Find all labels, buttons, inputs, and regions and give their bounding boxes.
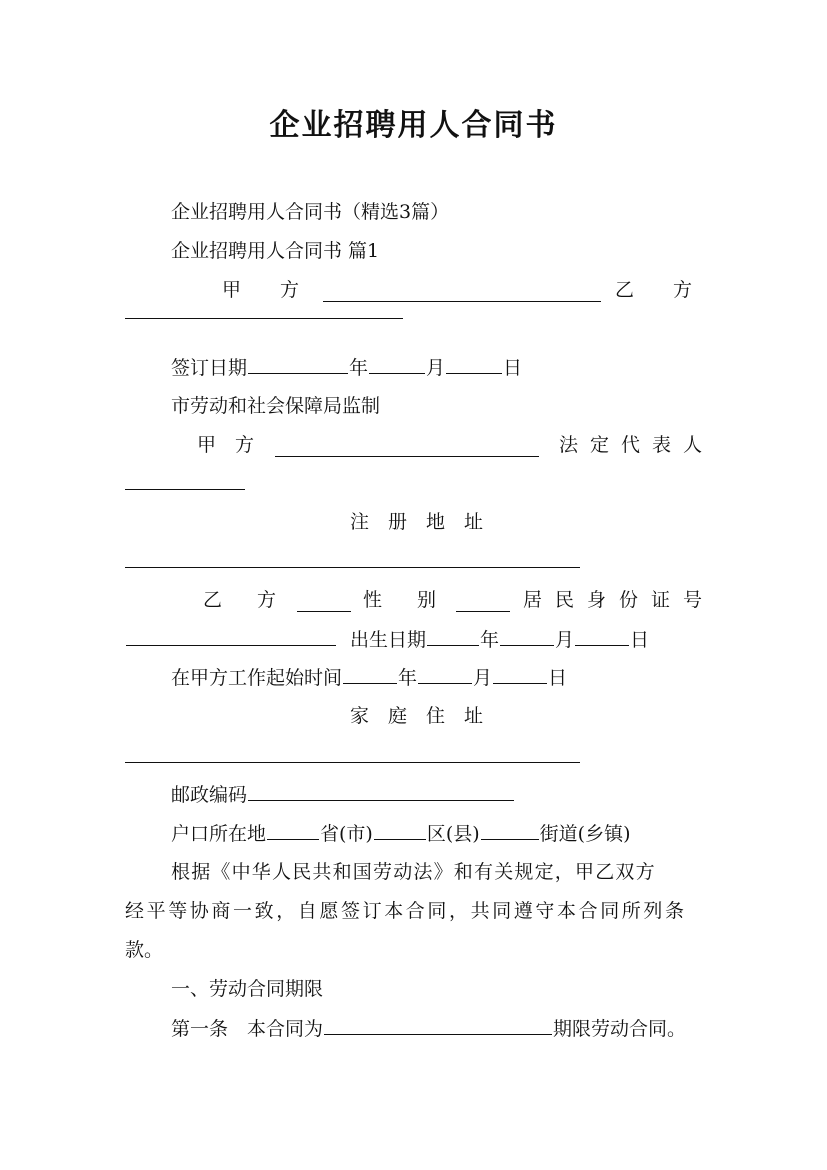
start-time-label: 在甲方工作起始时间 — [171, 667, 343, 689]
id-no-label: 居民身份证号 — [522, 589, 715, 611]
party-a-field[interactable] — [323, 283, 601, 302]
party-a-label: 甲 方 — [222, 279, 310, 301]
party-b-label-2: 乙 方 — [203, 589, 285, 611]
sign-month-field[interactable] — [369, 355, 425, 374]
paragraph-line-2: 经平等协商一致，自愿签订本合同，共同遵守本合同所列条 — [125, 900, 687, 922]
party-a-name-field[interactable] — [275, 438, 539, 457]
paragraph-line-1: 根据《中华人民共和国劳动法》和有关规定，甲乙双方 — [171, 861, 656, 883]
household-row — [171, 821, 631, 846]
birth-month-field[interactable] — [500, 627, 554, 646]
legal-rep-field[interactable] — [125, 489, 245, 490]
sign-date-label: 签订日期 — [171, 357, 248, 379]
postcode-field[interactable] — [248, 782, 514, 801]
paragraph-line-3: 款。 — [125, 939, 164, 961]
start-year-label: 年 — [398, 667, 418, 689]
start-day-field[interactable] — [493, 665, 547, 684]
gender-label: 性 别 — [362, 589, 444, 611]
postcode-row — [171, 782, 515, 807]
province-label: 省(市) — [320, 823, 373, 845]
district-label: 区(县) — [426, 823, 480, 845]
party-b-label: 乙 方 — [614, 279, 702, 301]
home-address-field[interactable] — [125, 762, 580, 763]
year-label: 年 — [349, 357, 369, 379]
start-time-row — [171, 665, 567, 690]
section-heading: 一、劳动合同期限 — [171, 978, 324, 1000]
sign-day-field[interactable] — [446, 355, 502, 374]
birth-day-label: 日 — [630, 629, 650, 651]
street-field[interactable] — [481, 821, 539, 840]
birth-label: 出生日期 — [350, 629, 427, 651]
sign-year-field[interactable] — [248, 355, 348, 374]
birth-day-field[interactable] — [575, 627, 629, 646]
sign-date-row — [171, 355, 522, 380]
parties-row — [222, 278, 702, 302]
party-a-label-2: 甲 方 — [197, 434, 255, 456]
legal-rep-label: 法定代表人 — [558, 434, 714, 456]
start-month-field[interactable] — [418, 665, 472, 684]
article-1-prefix: 第一条 本合同为 — [171, 1018, 324, 1040]
home-address-label: 家 庭 住 址 — [350, 705, 484, 727]
reg-address-field[interactable] — [125, 567, 580, 568]
start-month-label: 月 — [473, 667, 493, 689]
street-label: 街道(乡镇) — [539, 823, 631, 845]
birth-year-label: 年 — [480, 629, 500, 651]
document-title: 企业招聘用人合同书 — [269, 108, 558, 143]
birth-year-field[interactable] — [427, 627, 479, 646]
contract-term-field[interactable] — [324, 1016, 552, 1035]
part-heading: 企业招聘用人合同书 篇1 — [171, 240, 380, 262]
day-label: 日 — [503, 357, 523, 379]
postcode-label: 邮政编码 — [171, 784, 248, 806]
article-1-suffix: 期限劳动合同。 — [553, 1018, 687, 1040]
start-year-field[interactable] — [343, 665, 397, 684]
birth-month-label: 月 — [555, 629, 575, 651]
id-no-field[interactable] — [126, 627, 336, 646]
province-field[interactable] — [267, 821, 319, 840]
month-label: 月 — [426, 357, 446, 379]
reg-address-row — [350, 510, 702, 534]
birth-row — [125, 627, 649, 652]
party-b-info-row — [203, 588, 715, 612]
party-b-field[interactable] — [125, 318, 403, 319]
gender-field[interactable] — [456, 593, 510, 612]
article-1-row — [171, 1016, 686, 1041]
reg-address-label: 注 册 地 址 — [350, 511, 484, 533]
home-address-row — [350, 704, 702, 728]
subtitle: 企业招聘用人合同书（精选3篇） — [171, 201, 450, 223]
supervisor-line: 市劳动和社会保障局监制 — [171, 395, 381, 417]
legal-rep-row — [197, 433, 714, 457]
district-field[interactable] — [374, 821, 426, 840]
household-label: 户口所在地 — [171, 823, 267, 845]
start-day-label: 日 — [548, 667, 568, 689]
party-b-name-field[interactable] — [297, 593, 351, 612]
